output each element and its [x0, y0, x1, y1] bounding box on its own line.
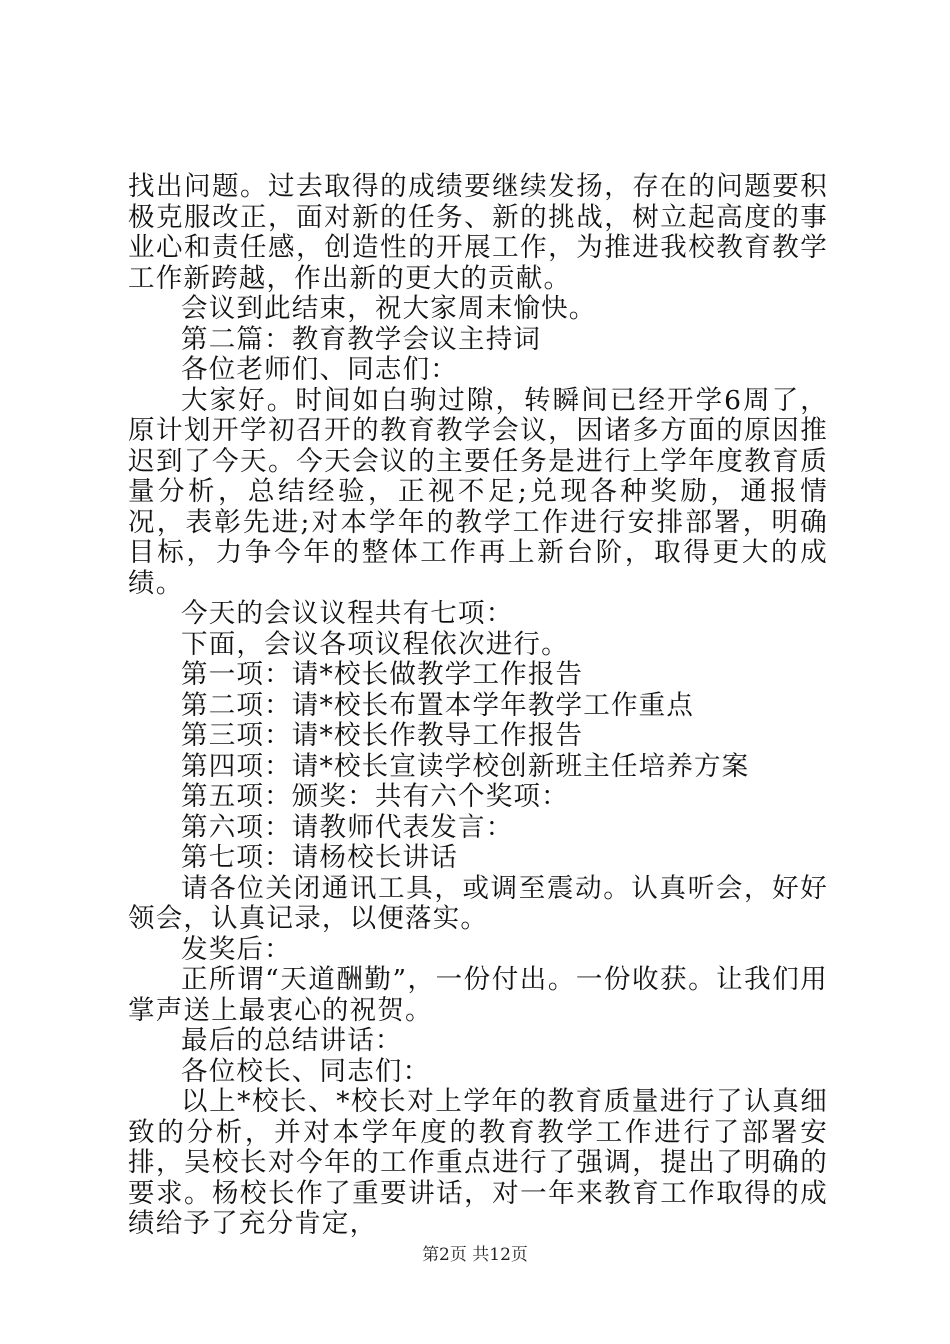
page-footer	[0, 1244, 950, 1266]
paragraph: 今天的会议议程共有七项：	[181, 598, 514, 629]
paragraph: 第五项：颁奖：共有六个奖项：	[181, 781, 569, 812]
paragraph: 第三项：请*校长作教导工作报告	[181, 720, 584, 751]
paragraph: 各位老师们、同志们：	[181, 354, 458, 385]
paragraph: 会议到此结束，祝大家周末愉快。	[181, 293, 597, 324]
paragraph: 第二项：请*校长布置本学年教学工作重点	[181, 689, 695, 721]
paragraph: 最后的总结讲话：	[181, 1025, 403, 1056]
document-body	[128, 172, 828, 1240]
paragraph: 第六项：请教师代表发言：	[181, 811, 514, 843]
paragraph: 各位校长、同志们：	[181, 1055, 431, 1087]
paragraph: 第四项：请*校长宣读学校创新班主任培养方案	[181, 750, 750, 782]
paragraph: 第七项：请杨校长讲话	[181, 842, 458, 873]
paragraph: 大家好。时间如白驹过隙，转瞬间已经开学6周了，原计划开学初召开的教育教学会议，因诸多方面的原因推迟到了今天。今天会议的主要任务是进行上学年度教育质量分析，总结经验，正视不足;兑现各种奖励，通报情况，表彰先进;对本学年的教学工作进行安排部署，明确目标，力争今年的整体工作再上新台阶，取得更大的成绩。	[128, 384, 828, 599]
paragraph: 第一项：请*校长做教学工作报告	[181, 659, 584, 690]
paragraph: 正所谓“天道酬勤”，一份付出。一份收获。让我们用掌声送上最衷心的祝贺。	[128, 964, 828, 1026]
paragraph: 找出问题。过去取得的成绩要继续发扬，存在的问题要积极克服改正，面对新的任务、新的挑战，树立起高度的事业心和责任感，创造性的开展工作，为推进我校教育教学工作新跨越，作出新的更大的贡献。	[128, 171, 828, 294]
paragraph: 以上*校长、*校长对上学年的教育质量进行了认真细致的分析，并对本学年度的教育教学工作进行了部署安排，吴校长对今年的工作重点进行了强调，提出了明确的要求。杨校长作了重要讲话，对一年来教育工作取得的成绩给予了充分肯定，	[128, 1086, 828, 1239]
paragraph: 发奖后：	[181, 933, 292, 965]
paragraph: 请各位关闭通讯工具，或调至震动。认真听会，好好领会，认真记录，以便落实。	[128, 872, 828, 934]
paragraph: 第二篇：教育教学会议主持词	[181, 323, 542, 355]
paragraph: 下面，会议各项议程依次进行。	[181, 628, 569, 660]
page-number: 第2页 共12页	[422, 1245, 528, 1265]
